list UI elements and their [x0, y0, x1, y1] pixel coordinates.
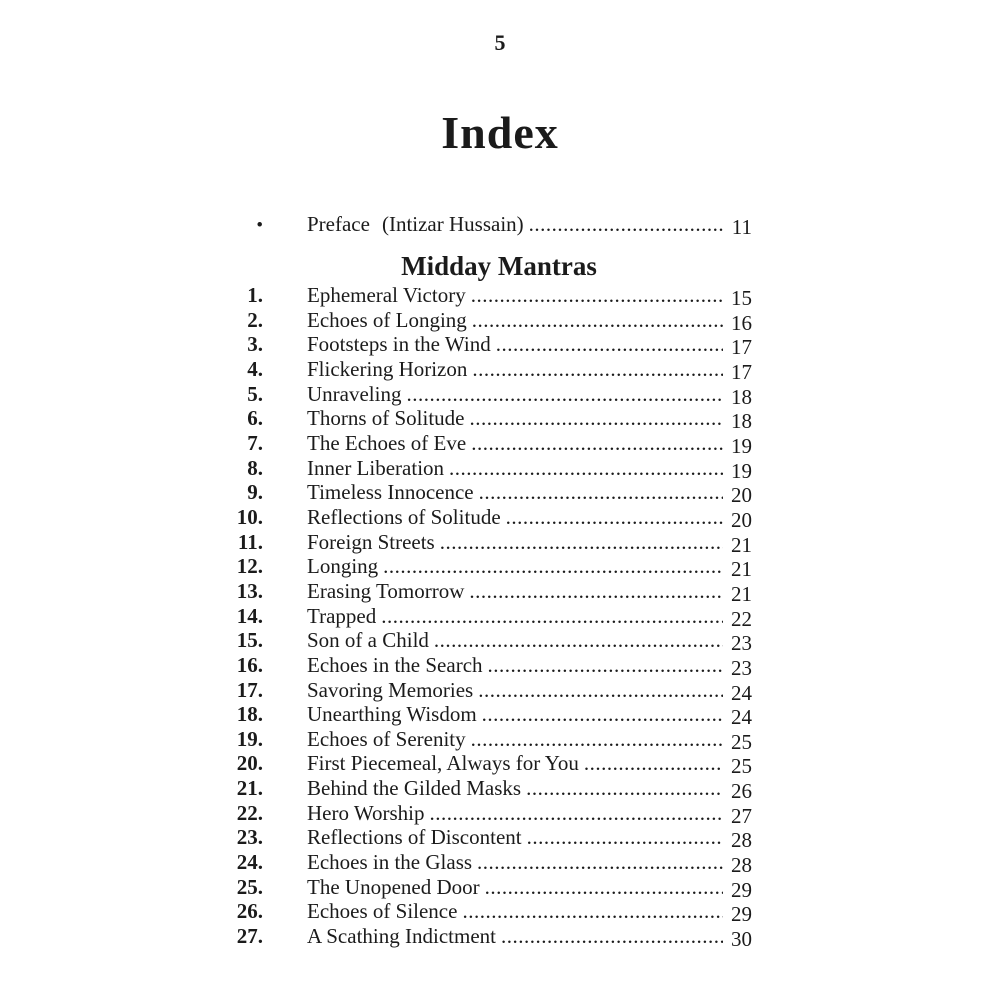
- entry-number: 7.: [247, 430, 263, 455]
- toc-entry: [232, 382, 752, 407]
- dot-leader: [479, 480, 723, 505]
- dot-leader: [488, 653, 723, 678]
- entry-title: Hero Worship: [307, 800, 425, 825]
- toc-entry: [232, 751, 752, 779]
- page-number: 5: [494, 30, 506, 55]
- entry-title: Echoes in the Search: [307, 652, 483, 677]
- entry-number: 16.: [236, 652, 263, 677]
- entry-page-number: 24: [731, 705, 752, 730]
- table-of-contents: [232, 212, 752, 952]
- toc-list: [232, 283, 752, 952]
- toc-entry: [232, 505, 752, 530]
- entry-number: 5.: [247, 381, 263, 406]
- bullet-icon: •: [256, 215, 263, 236]
- dot-leader: [383, 554, 723, 579]
- entry-number: 14.: [236, 603, 263, 628]
- entry-number: 9.: [247, 480, 263, 505]
- toc-entry: [232, 924, 752, 952]
- dot-leader: [471, 431, 723, 456]
- toc-entry: [232, 825, 752, 853]
- entry-number: 8.: [247, 455, 263, 480]
- dot-leader: [471, 283, 723, 308]
- dot-leader: [462, 899, 723, 924]
- entry-number: 20.: [236, 751, 263, 776]
- entry-title: Echoes of Longing: [307, 307, 467, 332]
- entry-number: 4.: [247, 356, 263, 381]
- entry-number: 11.: [237, 529, 263, 554]
- section-title: Midday Mantras: [401, 251, 597, 281]
- entry-number: 13.: [236, 578, 263, 603]
- entry-page-number: 28: [731, 828, 752, 853]
- entry-title: Echoes in the Glass: [307, 850, 473, 875]
- entry-title: A Scathing Indictment: [307, 924, 496, 949]
- entry-title: Flickering Horizon: [307, 356, 468, 381]
- dot-leader: [472, 357, 723, 382]
- toc-entry: [232, 653, 752, 678]
- entry-title: Son of a Child: [307, 628, 429, 653]
- dot-leader: [406, 382, 723, 407]
- toc-entry: [232, 456, 752, 481]
- dot-leader: [506, 505, 723, 530]
- entry-title: Reflections of Discontent: [307, 825, 522, 850]
- entry-title: Thorns of Solitude: [307, 406, 465, 431]
- entry-title: Ephemeral Victory: [307, 283, 466, 307]
- entry-page-number: 21: [731, 581, 752, 606]
- entry-title: Unraveling: [307, 381, 402, 406]
- entry-page-number: 22: [731, 606, 752, 631]
- dot-leader: [527, 825, 723, 850]
- entry-page-number: 21: [731, 557, 752, 582]
- entry-number: 25.: [236, 874, 263, 899]
- entry-number: 27.: [236, 924, 263, 949]
- entry-number: 26.: [236, 899, 263, 924]
- dot-leader: [430, 801, 724, 826]
- entry-page-number: 16: [731, 310, 752, 335]
- entry-title: Footsteps in the Wind: [307, 332, 491, 357]
- entry-number: 3.: [247, 332, 263, 357]
- entry-page-number: 28: [731, 853, 752, 878]
- entry-number: 18.: [236, 702, 263, 727]
- entry-number: 21.: [236, 776, 263, 801]
- entry-title: Inner Liberation: [307, 455, 445, 480]
- toc-entry: [232, 332, 752, 360]
- entry-title: First Piecemeal, Always for You: [307, 751, 579, 776]
- entry-title: Echoes of Serenity: [307, 726, 466, 751]
- entry-title: The Echoes of Eve: [307, 430, 467, 455]
- preface-author: (Intizar Hussain): [381, 212, 524, 236]
- entry-page-number: 25: [731, 754, 752, 779]
- entry-title: Unearthing Wisdom: [307, 702, 477, 727]
- dot-leader: [482, 702, 723, 727]
- toc-entry: [232, 899, 752, 927]
- entry-page-number: 17: [731, 359, 752, 384]
- entry-number: 1.: [247, 283, 263, 307]
- entry-page-number: 23: [731, 631, 752, 656]
- toc-entry: [232, 480, 752, 508]
- entry-page-number: 17: [731, 335, 752, 360]
- entry-page-number: 20: [731, 483, 752, 508]
- dot-leader: [529, 212, 723, 237]
- entry-title: Reflections of Solitude: [307, 504, 501, 529]
- entry-title: Erasing Tomorrow: [307, 578, 465, 603]
- entry-page-number: 25: [731, 729, 752, 754]
- toc-entry: [232, 530, 752, 555]
- toc-entry: [232, 628, 752, 656]
- toc-entry: [232, 776, 752, 804]
- entry-number: 19.: [236, 726, 263, 751]
- entry-page-number: 11: [731, 215, 752, 239]
- toc-entry: [232, 604, 752, 629]
- entry-page-number: 27: [731, 803, 752, 828]
- entry-title: Savoring Memories: [307, 677, 474, 702]
- toc-entry: [232, 801, 752, 826]
- toc-entry: [232, 431, 752, 456]
- entry-page-number: 29: [731, 902, 752, 927]
- dot-leader: [434, 628, 723, 653]
- dot-leader: [501, 924, 723, 949]
- toc-entry: [232, 406, 752, 434]
- dot-leader: [584, 751, 723, 776]
- dot-leader: [472, 308, 723, 333]
- entry-number: 24.: [236, 850, 263, 875]
- dot-leader: [477, 850, 723, 875]
- dot-leader: [526, 776, 723, 801]
- entry-title: Timeless Innocence: [307, 480, 474, 505]
- entry-page-number: 19: [731, 458, 752, 483]
- preface-entry: [232, 212, 752, 238]
- entry-page-number: 24: [731, 680, 752, 705]
- toc-entry: [232, 579, 752, 604]
- entry-number: 12.: [236, 554, 263, 579]
- entry-page-number: 18: [731, 384, 752, 409]
- toc-entry: [232, 875, 752, 900]
- dot-leader: [471, 727, 723, 752]
- entry-number: 10.: [236, 504, 263, 529]
- entry-page-number: 30: [731, 927, 752, 952]
- dot-leader: [440, 530, 723, 555]
- toc-entry: [232, 554, 752, 582]
- dot-leader: [469, 579, 723, 604]
- page-title: Index: [441, 107, 559, 158]
- entry-title: Behind the Gilded Masks: [307, 776, 522, 801]
- toc-entry: [232, 308, 752, 333]
- toc-entry: [232, 283, 752, 308]
- entry-number: 22.: [236, 800, 263, 825]
- dot-leader: [470, 406, 724, 431]
- preface-label: Preface: [307, 212, 370, 236]
- entry-page-number: 20: [731, 507, 752, 532]
- entry-number: 23.: [236, 825, 263, 850]
- entry-title: Longing: [307, 554, 379, 579]
- dot-leader: [478, 678, 723, 703]
- entry-title: The Unopened Door: [307, 874, 480, 899]
- entry-page-number: 19: [731, 433, 752, 458]
- entry-page-number: 26: [731, 779, 752, 804]
- entry-page-number: 15: [731, 286, 752, 310]
- dot-leader: [496, 332, 723, 357]
- toc-entry: [232, 357, 752, 382]
- entry-page-number: 18: [731, 409, 752, 434]
- entry-title: Foreign Streets: [307, 529, 435, 554]
- toc-entry: [232, 702, 752, 730]
- toc-entry: [232, 678, 752, 703]
- entry-page-number: 23: [731, 655, 752, 680]
- entry-title: Echoes of Silence: [307, 899, 458, 924]
- entry-title: Trapped: [307, 603, 377, 628]
- dot-leader: [449, 456, 723, 481]
- dot-leader: [485, 875, 723, 900]
- toc-entry: [232, 727, 752, 752]
- entry-page-number: 29: [731, 877, 752, 902]
- entry-page-number: 21: [731, 532, 752, 557]
- entry-number: 15.: [236, 628, 263, 653]
- entry-number: 17.: [236, 677, 263, 702]
- dot-leader: [381, 604, 723, 629]
- entry-number: 2.: [247, 307, 263, 332]
- entry-number: 6.: [247, 406, 263, 431]
- toc-entry: [232, 850, 752, 878]
